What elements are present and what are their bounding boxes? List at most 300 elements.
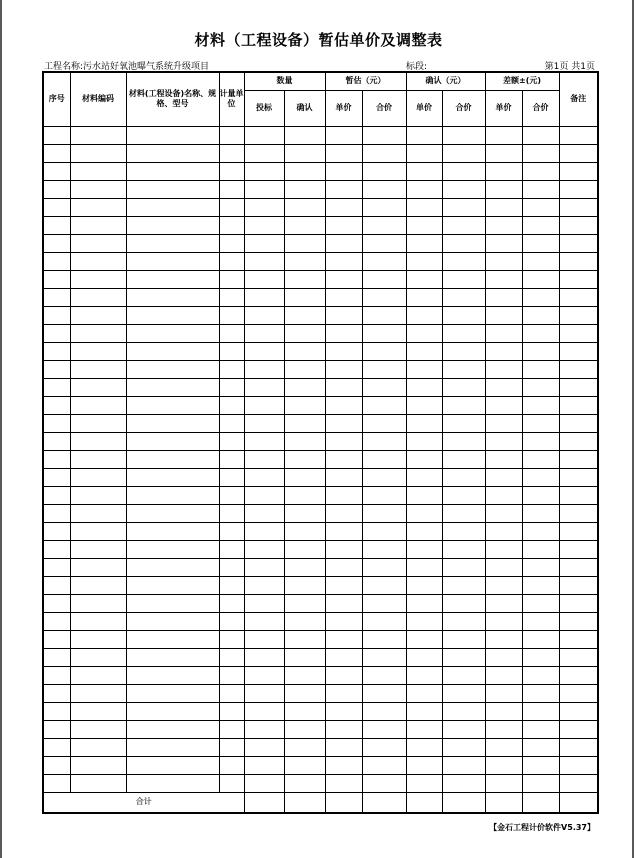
table-cell bbox=[485, 198, 522, 216]
table-cell bbox=[43, 522, 70, 540]
table-cell bbox=[325, 288, 362, 306]
table-cell bbox=[284, 144, 325, 162]
table-cell bbox=[70, 360, 126, 378]
table-cell bbox=[406, 540, 442, 558]
table-cell bbox=[244, 648, 284, 666]
table-cell bbox=[485, 414, 522, 432]
table-cell bbox=[522, 684, 559, 702]
table-cell bbox=[284, 504, 325, 522]
table-cell bbox=[43, 774, 70, 792]
table-cell bbox=[362, 486, 406, 504]
table-cell bbox=[219, 306, 244, 324]
table-cell bbox=[485, 702, 522, 720]
table-cell bbox=[406, 396, 442, 414]
table-cell bbox=[219, 450, 244, 468]
table-cell bbox=[43, 630, 70, 648]
header-name: 材料(工程设备)名称、规格、型号 bbox=[126, 72, 219, 126]
table-cell bbox=[70, 198, 126, 216]
table-cell bbox=[43, 234, 70, 252]
table-cell bbox=[126, 540, 219, 558]
table-cell bbox=[43, 468, 70, 486]
table-row bbox=[43, 360, 598, 378]
table-cell bbox=[70, 756, 126, 774]
table-cell bbox=[442, 414, 485, 432]
table-cell bbox=[219, 432, 244, 450]
table-cell bbox=[522, 216, 559, 234]
table-cell bbox=[126, 144, 219, 162]
total-cell bbox=[442, 792, 485, 813]
table-cell bbox=[362, 414, 406, 432]
table-cell bbox=[244, 450, 284, 468]
table-cell bbox=[325, 540, 362, 558]
header-code: 材料编码 bbox=[70, 72, 126, 126]
table-cell bbox=[126, 342, 219, 360]
table-cell bbox=[219, 486, 244, 504]
table-cell bbox=[406, 504, 442, 522]
table-row bbox=[43, 162, 598, 180]
table-cell bbox=[362, 198, 406, 216]
table-cell bbox=[70, 342, 126, 360]
table-cell bbox=[126, 486, 219, 504]
table-cell bbox=[442, 270, 485, 288]
table-cell bbox=[522, 450, 559, 468]
table-cell bbox=[244, 720, 284, 738]
table-cell bbox=[244, 612, 284, 630]
table-cell bbox=[284, 234, 325, 252]
table-cell bbox=[442, 558, 485, 576]
table-cell bbox=[244, 468, 284, 486]
table-cell bbox=[70, 738, 126, 756]
table-cell bbox=[485, 540, 522, 558]
table-cell bbox=[244, 162, 284, 180]
table-cell bbox=[559, 612, 598, 630]
table-cell bbox=[325, 360, 362, 378]
table-row bbox=[43, 216, 598, 234]
table-cell bbox=[406, 486, 442, 504]
table-cell bbox=[244, 630, 284, 648]
table-cell bbox=[442, 450, 485, 468]
table-cell bbox=[442, 720, 485, 738]
table-cell bbox=[522, 468, 559, 486]
table-cell bbox=[442, 702, 485, 720]
table-cell bbox=[485, 756, 522, 774]
table-cell bbox=[325, 774, 362, 792]
table-cell bbox=[70, 450, 126, 468]
table-cell bbox=[406, 306, 442, 324]
table-cell bbox=[219, 756, 244, 774]
table-cell bbox=[559, 360, 598, 378]
table-cell bbox=[43, 216, 70, 234]
table-cell bbox=[442, 432, 485, 450]
table-cell bbox=[70, 594, 126, 612]
table-cell bbox=[43, 558, 70, 576]
table-cell bbox=[244, 198, 284, 216]
table-cell bbox=[406, 702, 442, 720]
table-cell bbox=[244, 324, 284, 342]
table-cell bbox=[442, 198, 485, 216]
table-cell bbox=[362, 270, 406, 288]
table-cell bbox=[284, 396, 325, 414]
table-row bbox=[43, 234, 598, 252]
table-cell bbox=[284, 522, 325, 540]
table-cell bbox=[244, 756, 284, 774]
table-cell bbox=[126, 324, 219, 342]
table-cell bbox=[362, 180, 406, 198]
table-cell bbox=[325, 684, 362, 702]
table-cell bbox=[43, 180, 70, 198]
table-cell bbox=[362, 684, 406, 702]
table-cell bbox=[70, 306, 126, 324]
table-cell bbox=[485, 180, 522, 198]
table-cell bbox=[244, 558, 284, 576]
table-cell bbox=[406, 270, 442, 288]
table-cell bbox=[442, 234, 485, 252]
table-cell bbox=[362, 450, 406, 468]
table-row bbox=[43, 720, 598, 738]
table-cell bbox=[485, 432, 522, 450]
table-cell bbox=[43, 360, 70, 378]
table-cell bbox=[325, 378, 362, 396]
table-cell bbox=[442, 666, 485, 684]
table-cell bbox=[43, 756, 70, 774]
table-cell bbox=[43, 648, 70, 666]
total-row bbox=[43, 792, 598, 813]
table-cell bbox=[406, 198, 442, 216]
table-cell bbox=[485, 720, 522, 738]
header-diff: 差额±(元) bbox=[485, 72, 559, 90]
table-cell bbox=[325, 216, 362, 234]
table-row bbox=[43, 270, 598, 288]
table-cell bbox=[559, 252, 598, 270]
table-cell bbox=[70, 288, 126, 306]
table-cell bbox=[406, 576, 442, 594]
table-cell bbox=[126, 396, 219, 414]
table-cell bbox=[362, 360, 406, 378]
table-cell bbox=[406, 162, 442, 180]
table-cell bbox=[485, 684, 522, 702]
table-cell bbox=[70, 162, 126, 180]
table-cell bbox=[442, 738, 485, 756]
table-cell bbox=[406, 684, 442, 702]
table-cell bbox=[442, 288, 485, 306]
table-cell bbox=[559, 216, 598, 234]
table-cell bbox=[485, 126, 522, 144]
table-cell bbox=[522, 540, 559, 558]
table-cell bbox=[559, 144, 598, 162]
table-cell bbox=[70, 270, 126, 288]
table-cell bbox=[485, 630, 522, 648]
table-cell bbox=[284, 576, 325, 594]
price-adjustment-table bbox=[42, 71, 599, 814]
table-cell bbox=[406, 558, 442, 576]
table-cell bbox=[406, 432, 442, 450]
table-cell bbox=[70, 774, 126, 792]
table-cell bbox=[284, 450, 325, 468]
table-cell bbox=[485, 612, 522, 630]
table-cell bbox=[126, 504, 219, 522]
table-cell bbox=[362, 576, 406, 594]
table-cell bbox=[219, 126, 244, 144]
table-cell bbox=[485, 216, 522, 234]
table-cell bbox=[522, 162, 559, 180]
total-cell bbox=[406, 792, 442, 813]
table-cell bbox=[70, 630, 126, 648]
table-cell bbox=[406, 144, 442, 162]
table-cell bbox=[325, 324, 362, 342]
table-cell bbox=[325, 558, 362, 576]
table-cell bbox=[325, 576, 362, 594]
page-title: 材料（工程设备）暂估单价及调整表 bbox=[194, 31, 443, 49]
table-cell bbox=[219, 162, 244, 180]
table-cell bbox=[325, 270, 362, 288]
table-cell bbox=[406, 324, 442, 342]
table-row bbox=[43, 486, 598, 504]
table-cell bbox=[362, 540, 406, 558]
table-cell bbox=[442, 684, 485, 702]
table-cell bbox=[219, 288, 244, 306]
table-cell bbox=[219, 234, 244, 252]
table-cell bbox=[522, 414, 559, 432]
table-cell bbox=[43, 252, 70, 270]
table-cell bbox=[43, 414, 70, 432]
table-cell bbox=[244, 738, 284, 756]
table-cell bbox=[325, 126, 362, 144]
table-cell bbox=[485, 252, 522, 270]
table-row bbox=[43, 342, 598, 360]
table-cell bbox=[442, 396, 485, 414]
table-cell bbox=[219, 720, 244, 738]
table-cell bbox=[485, 306, 522, 324]
table-cell bbox=[284, 630, 325, 648]
table-cell bbox=[126, 738, 219, 756]
table-cell bbox=[325, 612, 362, 630]
table-cell bbox=[43, 270, 70, 288]
table-cell bbox=[126, 162, 219, 180]
header-diff-total-price: 合价 bbox=[522, 90, 559, 126]
table-cell bbox=[244, 396, 284, 414]
table-cell bbox=[325, 522, 362, 540]
table-cell bbox=[284, 486, 325, 504]
table-cell bbox=[284, 594, 325, 612]
table-cell bbox=[325, 504, 362, 522]
table-cell bbox=[559, 468, 598, 486]
table-cell bbox=[522, 234, 559, 252]
table-cell bbox=[442, 144, 485, 162]
table-cell bbox=[522, 630, 559, 648]
table-row bbox=[43, 198, 598, 216]
table-cell bbox=[406, 756, 442, 774]
table-cell bbox=[325, 702, 362, 720]
table-cell bbox=[244, 126, 284, 144]
table-cell bbox=[559, 342, 598, 360]
table-row bbox=[43, 702, 598, 720]
table-row bbox=[43, 684, 598, 702]
table-cell bbox=[362, 162, 406, 180]
table-cell bbox=[485, 360, 522, 378]
table-cell bbox=[485, 468, 522, 486]
table-cell bbox=[284, 702, 325, 720]
table-cell bbox=[219, 630, 244, 648]
table-cell bbox=[126, 558, 219, 576]
header-seq: 序号 bbox=[43, 72, 70, 126]
table-cell bbox=[126, 414, 219, 432]
table-cell bbox=[362, 378, 406, 396]
table-cell bbox=[126, 306, 219, 324]
table-cell bbox=[485, 450, 522, 468]
table-cell bbox=[362, 144, 406, 162]
header-diff-unit-price: 单价 bbox=[485, 90, 522, 126]
table-cell bbox=[126, 612, 219, 630]
table-cell bbox=[522, 306, 559, 324]
table-cell bbox=[559, 180, 598, 198]
table-cell bbox=[244, 378, 284, 396]
table-cell bbox=[406, 234, 442, 252]
table-row bbox=[43, 648, 598, 666]
table-cell bbox=[70, 666, 126, 684]
table-cell bbox=[219, 144, 244, 162]
header-qty: 数量 bbox=[244, 72, 325, 90]
table-cell bbox=[219, 504, 244, 522]
table-cell bbox=[126, 666, 219, 684]
table-cell bbox=[70, 324, 126, 342]
table-cell bbox=[219, 702, 244, 720]
header-unit: 计量单位 bbox=[219, 72, 244, 126]
table-cell bbox=[406, 594, 442, 612]
table-cell bbox=[70, 558, 126, 576]
table-cell bbox=[406, 216, 442, 234]
table-cell bbox=[70, 216, 126, 234]
table-cell bbox=[70, 252, 126, 270]
table-cell bbox=[559, 522, 598, 540]
table-cell bbox=[406, 378, 442, 396]
table-cell bbox=[522, 594, 559, 612]
table-cell bbox=[284, 360, 325, 378]
table-cell bbox=[362, 288, 406, 306]
table-cell bbox=[559, 558, 598, 576]
table-cell bbox=[219, 648, 244, 666]
table-cell bbox=[362, 306, 406, 324]
table-cell bbox=[43, 486, 70, 504]
table-cell bbox=[442, 648, 485, 666]
table-cell bbox=[70, 126, 126, 144]
table-cell bbox=[325, 342, 362, 360]
table-row bbox=[43, 504, 598, 522]
table-row bbox=[43, 540, 598, 558]
section-label: 标段: bbox=[406, 62, 428, 72]
table-cell bbox=[70, 432, 126, 450]
table-row bbox=[43, 432, 598, 450]
table-cell bbox=[43, 288, 70, 306]
table-cell bbox=[522, 378, 559, 396]
table-cell bbox=[522, 486, 559, 504]
table-cell bbox=[126, 630, 219, 648]
table-cell bbox=[362, 252, 406, 270]
header-est-total-price: 合价 bbox=[362, 90, 406, 126]
table-cell bbox=[219, 558, 244, 576]
table-row bbox=[43, 252, 598, 270]
table-cell bbox=[362, 216, 406, 234]
table-cell bbox=[522, 432, 559, 450]
total-cell bbox=[522, 792, 559, 813]
table-cell bbox=[406, 180, 442, 198]
table-cell bbox=[559, 288, 598, 306]
page-right-edge bbox=[632, 0, 634, 858]
table-cell bbox=[406, 450, 442, 468]
table-cell bbox=[43, 720, 70, 738]
table-cell bbox=[43, 612, 70, 630]
table-cell bbox=[126, 360, 219, 378]
table-cell bbox=[126, 180, 219, 198]
table-row bbox=[43, 324, 598, 342]
table-cell bbox=[43, 684, 70, 702]
table-cell bbox=[284, 180, 325, 198]
table-cell bbox=[485, 162, 522, 180]
table-row bbox=[43, 396, 598, 414]
table-cell bbox=[284, 198, 325, 216]
table-cell bbox=[43, 126, 70, 144]
table-cell bbox=[43, 144, 70, 162]
table-cell bbox=[522, 504, 559, 522]
table-cell bbox=[219, 378, 244, 396]
total-cell bbox=[485, 792, 522, 813]
table-cell bbox=[70, 486, 126, 504]
table-cell bbox=[522, 702, 559, 720]
table-cell bbox=[244, 684, 284, 702]
table-row bbox=[43, 576, 598, 594]
table-cell bbox=[442, 180, 485, 198]
table-cell bbox=[70, 396, 126, 414]
table-cell bbox=[126, 774, 219, 792]
table-cell bbox=[70, 144, 126, 162]
total-cell bbox=[325, 792, 362, 813]
table-cell bbox=[284, 306, 325, 324]
table-cell bbox=[325, 630, 362, 648]
table-cell bbox=[559, 504, 598, 522]
table-cell bbox=[70, 522, 126, 540]
table-cell bbox=[522, 324, 559, 342]
table-cell bbox=[244, 702, 284, 720]
table-cell bbox=[362, 432, 406, 450]
table-cell bbox=[406, 288, 442, 306]
table-cell bbox=[559, 720, 598, 738]
table-cell bbox=[284, 216, 325, 234]
project-label: 工程名称: bbox=[44, 62, 84, 72]
table-cell bbox=[244, 540, 284, 558]
header-confirm-unit-price: 单价 bbox=[406, 90, 442, 126]
table-cell bbox=[126, 432, 219, 450]
table-cell bbox=[485, 576, 522, 594]
table-cell bbox=[406, 126, 442, 144]
table-cell bbox=[522, 612, 559, 630]
table-cell bbox=[559, 234, 598, 252]
table-cell bbox=[70, 720, 126, 738]
page-info: 第1页 共1页 bbox=[544, 62, 595, 72]
table-cell bbox=[219, 774, 244, 792]
table-cell bbox=[244, 594, 284, 612]
table-cell bbox=[43, 198, 70, 216]
table-cell bbox=[559, 324, 598, 342]
table-cell bbox=[70, 414, 126, 432]
table-cell bbox=[522, 558, 559, 576]
table-cell bbox=[485, 774, 522, 792]
table-cell bbox=[126, 756, 219, 774]
table-cell bbox=[522, 396, 559, 414]
table-cell bbox=[522, 144, 559, 162]
table-cell bbox=[559, 486, 598, 504]
table-cell bbox=[362, 702, 406, 720]
table-cell bbox=[325, 486, 362, 504]
table-cell bbox=[284, 270, 325, 288]
